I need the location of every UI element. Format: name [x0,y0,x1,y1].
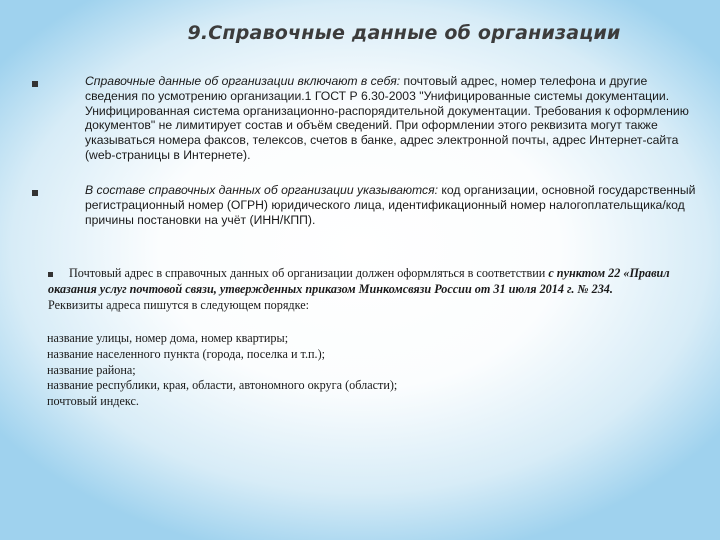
slide-title: 9.Справочные данные об организации [187,22,621,44]
bullet-lead: В составе справочных данных об организации указываются: [85,183,439,197]
postal-rule-reference: с пунктом 22 «Правил оказания услуг почтовой связи, утвержденных приказом Минкомсвязи России от 31 июля 2014 г. № 234. [48,266,670,296]
bullet-marker [48,272,53,277]
address-order-list [47,331,712,410]
bullet-marker [32,190,38,196]
bullet-marker [32,81,38,87]
bullet-text [85,183,700,227]
bullet-body: почтовый адрес, номер телефона и другие сведения по усмотрению организации.1 ГОСТ Р 6.30-2003 "Унифицированные системы документации. Унифицированная система организационно-распорядительной документации. Требования к оформлению документов" не лимитирует состав и объём сведений. При оформлении этого реквизита могут также указываться номера факсов, телексов, счетов в банке, адрес электронной почты, адрес Интернет-сайта (web-страницы в Интернете). [85,74,689,162]
postal-address-paragraph [48,266,713,313]
address-order-item: название района; [47,362,136,377]
bullet-item-contents [32,74,700,163]
bullet-body: код организации, основной государственный регистрационный номер (ОГРН) юридического лица, идентификационный номер налогоплательщика/код причины постановки на учёт (ИНН/КПП). [85,183,696,227]
address-order-item: почтовый индекс. [47,394,139,409]
address-order-item: название населенного пункта (города, поселка и т.п.); [47,346,326,361]
bullet-item-identifiers [32,183,700,227]
bullet-lead: Справочные данные об организации включают в себя: [85,74,401,88]
address-order-item: название республики, края, области, автономного округа (области); [47,378,398,393]
postal-order-intro: Реквизиты адреса пишутся в следующем порядке: [48,297,310,312]
bullet-text [85,74,700,163]
address-order-item: название улицы, номер дома, номер квартиры; [47,331,289,345]
postal-intro: Почтовый адрес в справочных данных об организации должен оформляться в соответствии [69,266,546,280]
